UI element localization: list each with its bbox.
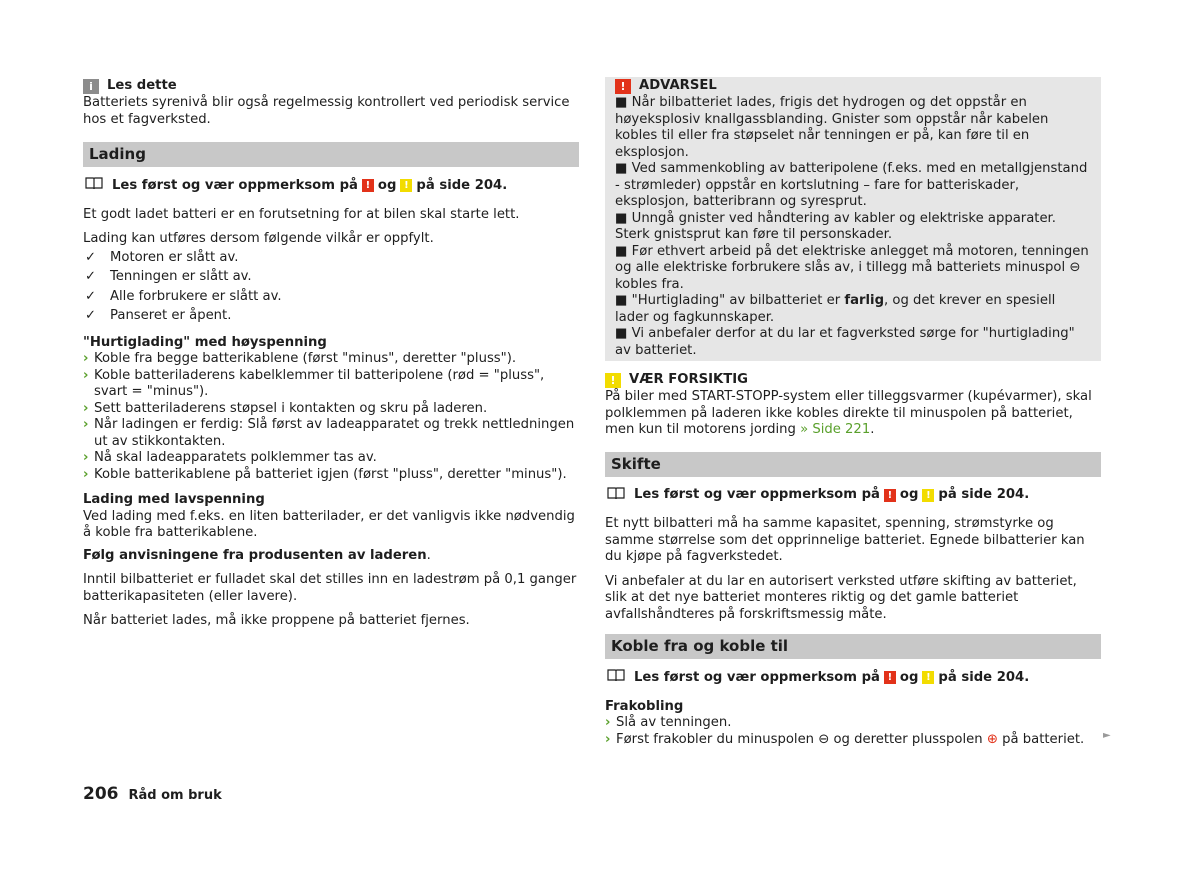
warning-item: ■ Før ethvert arbeid på det elektriske anlegget må motoren, tenningen og alle elektriske forbrukere slås av, i tillegg må batteriets minuspol ⊖ kobles fra. <box>615 243 1089 292</box>
check-icon: ✓ <box>85 308 97 323</box>
caution-icon: ! <box>605 373 621 388</box>
list-item: ✓ Panseret er åpent. <box>83 308 579 328</box>
caution-icon: ! <box>922 671 934 684</box>
caution-heading: ! VÆR FORSIKTIG <box>605 371 1101 389</box>
subheading-disconnect: Frakobling <box>605 698 684 714</box>
paragraph: Vi anbefaler at du lar en autorisert verksted utføre skifting av batteriet, slik at det nye batteriet monteres riktig og det gamle batteriet avfallshåndteres på forskriftsmessig måte. <box>605 573 1077 622</box>
list-item: › Nå skal ladeapparatets polklemmer tas av. <box>83 450 377 465</box>
page-link[interactable]: » Side 221 <box>800 422 871 437</box>
paragraph: Ved lading med f.eks. en liten batterilader, er det vanligvis ikke nødvendig å koble fra batterikablene. <box>83 508 575 540</box>
section-heading-skifte: Skifte <box>605 452 1101 477</box>
warning-item: ■ "Hurtiglading" av bilbatteriet er farlig, og det krever en spesiell lader og fagkunnskaper. <box>615 293 1056 325</box>
list-item: ✓ Alle forbrukere er slått av. <box>83 289 579 309</box>
reference-line: Les først og vær oppmerksom på ! og ! på side 204. <box>605 668 1101 688</box>
list-item: › Sett batteriladerens støpsel i kontakten og skru på laderen. <box>83 400 488 416</box>
arrow-icon: › <box>83 466 89 482</box>
right-column <box>605 77 1101 748</box>
paragraph: Når batteriet lades, må ikke proppene på batteriet fjernes. <box>83 613 470 628</box>
arrow-icon: › <box>605 731 611 747</box>
book-icon <box>607 486 625 506</box>
page-footer <box>83 786 222 805</box>
page-number: 206 <box>83 784 119 804</box>
arrow-icon: › <box>83 400 89 416</box>
list-item: › Koble batterikablene på batteriet igjen (først "pluss", deretter "minus"). <box>83 466 567 482</box>
paragraph: Følg anvisningene fra produsenten av laderen. <box>83 547 431 563</box>
footer-section-title: Råd om bruk <box>128 788 222 803</box>
arrow-icon: › <box>605 715 611 730</box>
warning-item: ■ Ved sammenkobling av batteripolene (f.eks. med en metallgjenstand - strømleder) oppstår en kortslutning – fare for batteriskader, eksplosjon, batteribrann og syresprut. <box>615 161 1088 209</box>
list-item: ✓ Tenningen er slått av. <box>83 269 579 289</box>
info-icon: i <box>83 79 99 94</box>
note-title: Les dette <box>107 77 177 93</box>
caution-icon: ! <box>400 179 412 192</box>
paragraph: Inntil bilbatteriet er fulladet skal det stilles inn en ladestrøm på 0,1 ganger batterikapasiteten (eller lavere). <box>83 572 577 604</box>
arrow-icon: › <box>83 450 89 465</box>
warning-heading: ! ADVARSEL <box>615 77 1091 95</box>
warning-item: ■ Unngå gnister ved håndtering av kabler og elektriske apparater. Sterk gnistsprut kan føre til personskader. <box>615 210 1056 242</box>
warning-box <box>605 77 1101 361</box>
note-text: Batteriets syrenivå blir også regelmessig kontrollert ved periodisk service hos et fagverksted. <box>83 95 570 127</box>
list-item: › Først frakobler du minuspolen ⊖ og deretter plusspolen ⊕ på batteriet. <box>605 731 1085 747</box>
check-icon: ✓ <box>85 288 97 304</box>
reference-line: Les først og vær oppmerksom på ! og ! på side 204. <box>605 486 1101 506</box>
warning-icon: ! <box>884 489 896 502</box>
next-page-arrow-icon: ► <box>1103 730 1111 741</box>
section-heading-lading: Lading <box>83 142 579 167</box>
warning-icon: ! <box>615 79 631 94</box>
arrow-icon: › <box>83 351 89 366</box>
book-icon <box>607 668 625 688</box>
book-icon <box>85 176 103 196</box>
left-column <box>83 77 579 630</box>
note-heading <box>83 77 579 95</box>
paragraph: Et godt ladet batteri er en forutsetning for at bilen skal starte lett. <box>83 206 520 222</box>
subheading-low-voltage: Lading med lavspenning <box>83 492 265 507</box>
caution-text: På biler med START-STOPP-system eller tilleggsvarmer (kupévarmer), skal polklemmen på laderen ikke kobles direkte til minuspolen på batteriet, men kun til motorens jording » Side 221. <box>605 389 1092 437</box>
paragraph: Lading kan utføres dersom følgende vilkår er oppfylt. <box>83 231 434 246</box>
list-item: ✓ Motoren er slått av. <box>83 250 579 270</box>
caution-icon: ! <box>922 489 934 502</box>
check-icon: ✓ <box>85 249 97 265</box>
warning-item: ■ Når bilbatteriet lades, frigis det hydrogen og det oppstår en høyeksplosiv knallgassblanding. Gnister som oppstår når kabelen kobles til eller fra støpselet når tenningen er på, kan føre til en eksplosjon. <box>615 95 1049 160</box>
arrow-icon: › <box>83 417 89 432</box>
warning-icon: ! <box>884 671 896 684</box>
plus-pole-icon: ⊕ <box>986 731 998 747</box>
conditions-list <box>83 250 579 328</box>
warning-icon: ! <box>362 179 374 192</box>
list-item: › Slå av tenningen. <box>605 715 732 730</box>
paragraph: Et nytt bilbatteri må ha samme kapasitet, spenning, strømstyrke og samme størrelse som det opprinnelige batteriet. Egnede bilbatterier kan du kjøpe på fagverkstedet. <box>605 516 1085 564</box>
reference-line: Les først og vær oppmerksom på ! og ! på side 204. <box>83 176 579 196</box>
warning-item: ■ Vi anbefaler derfor at du lar et fagverksted sørge for "hurtiglading" av batteriet. <box>615 326 1075 358</box>
section-heading-koble: Koble fra og koble til <box>605 634 1101 659</box>
arrow-icon: › <box>83 367 89 383</box>
list-item: › Koble fra begge batterikablene (først "minus", deretter "pluss"). <box>83 351 517 366</box>
list-item: › Koble batteriladerens kabelklemmer til batteripolene (rød = "pluss", svart = "minus"). <box>83 367 545 399</box>
high-voltage-steps <box>83 351 579 483</box>
subheading-high-voltage: "Hurtiglading" med høyspenning <box>83 334 327 350</box>
list-item: › Når ladingen er ferdig: Slå først av ladeapparatet og trekk nettledningen ut av stikkontakten. <box>83 417 575 449</box>
check-icon: ✓ <box>85 269 97 284</box>
